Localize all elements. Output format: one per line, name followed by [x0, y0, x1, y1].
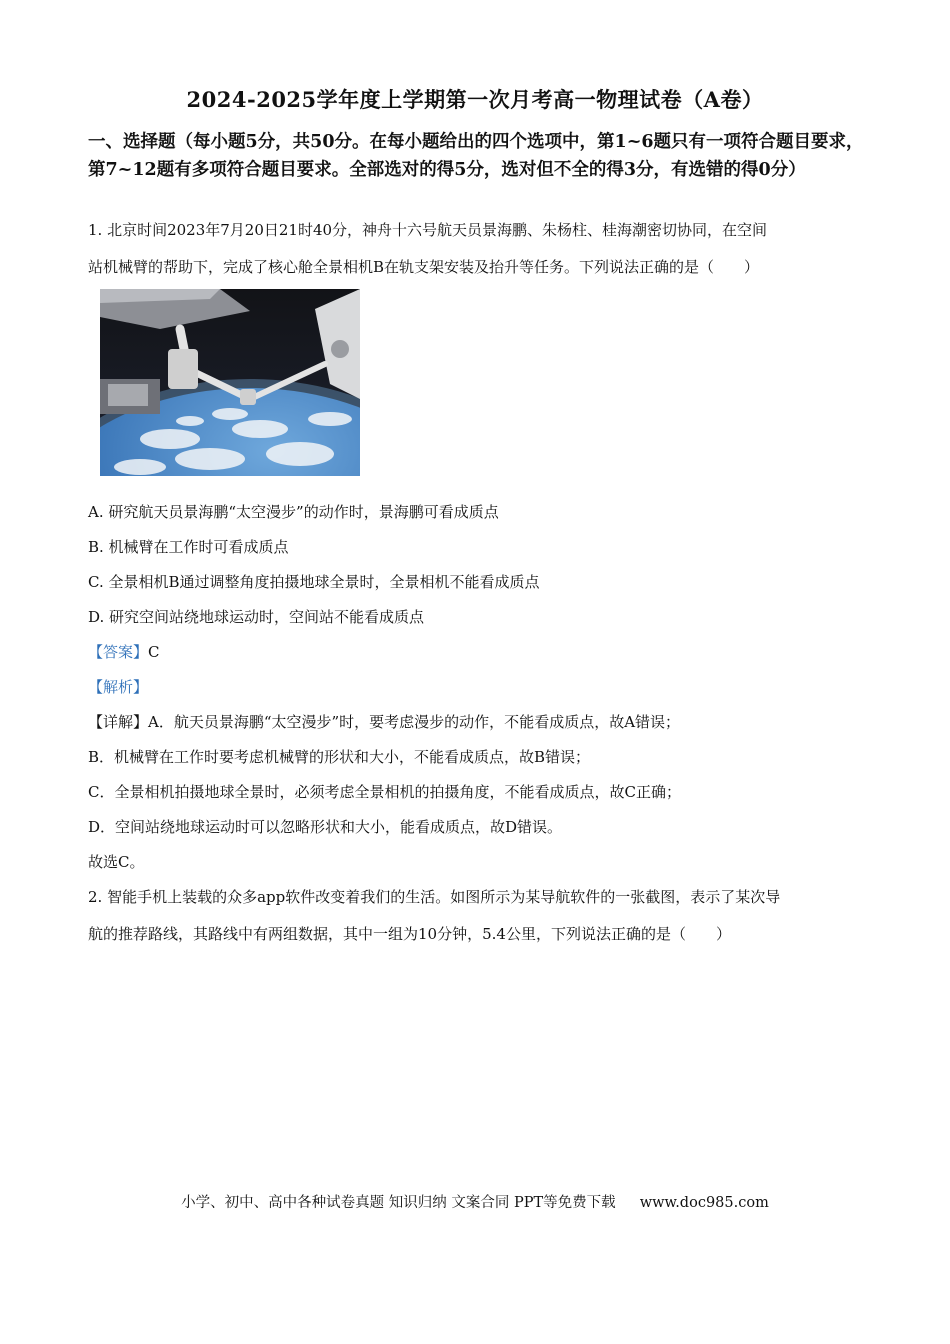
- space-station-robotic-arm-photo: [100, 289, 360, 476]
- page-footer: [0, 1191, 950, 1212]
- answer-value: C: [148, 643, 160, 661]
- footer-url-link[interactable]: www.doc985.com: [639, 1195, 769, 1211]
- analysis-tag: 【解析】: [88, 678, 149, 696]
- q1-detail-line-4: D．空间站绕地球运动时可以忽略形状和大小，能看成质点，故D错误。: [88, 818, 563, 836]
- q1-answer: [88, 641, 868, 663]
- q1-stem-line-2: 站机械臂的帮助下，完成了核心舱全景相机B在轨支架安装及抬升等任务。下列说法正确的是（ ）: [88, 258, 760, 276]
- q1-detail-line-3: C．全景相机拍摄地球全景时，必须考虑全景相机的拍摄角度，不能看成质点，故C正确；: [88, 783, 681, 801]
- q1-detail-line-2: B．机械臂在工作时要考虑机械臂的形状和大小，不能看成质点，故B错误；: [88, 748, 591, 766]
- q1-detail-line-1: [88, 711, 868, 733]
- q1-option-d: D. 研究空间站绕地球运动时，空间站不能看成质点: [88, 608, 425, 626]
- q1-analysis: [88, 676, 868, 698]
- q2-stem-line-2: 航的推荐路线，其路线中有两组数据，其中一组为10分钟，5.4公里，下列说法正确的是（ ）: [88, 925, 731, 943]
- q2-stem-line-1: 2. 智能手机上装载的众多app软件改变着我们的生活。如图所示为某导航软件的一张截图，表示了某次导: [88, 888, 781, 906]
- q1-stem-line-1: 1. 北京时间2023年7月20日21时40分，神舟十六号航天员景海鹏、朱杨柱、桂海潮密切协同，在空间: [88, 221, 768, 239]
- section-heading: 一、选择题（每小题5分，共50分。在每小题给出的四个选项中，第1~6题只有一项符合题目要求，第7~12题有多项符合题目要求。全部选对的得5分，选对但不全的得3分，有选错的得0分）: [88, 132, 864, 180]
- q1-option-c: C. 全景相机B通过调整角度拍摄地球全景时，全景相机不能看成质点: [88, 573, 540, 591]
- q1-option-b: B. 机械臂在工作时可看成质点: [88, 538, 289, 556]
- answer-tag: 【答案】: [88, 643, 149, 661]
- detail-tag: 【详解】: [88, 713, 149, 731]
- detail-text-a: A．航天员景海鹏“太空漫步”时，要考虑漫步的动作，不能看成质点，故A错误；: [148, 713, 681, 731]
- footer-text: 小学、初中、高中各种试卷真题 知识归纳 文案合同 PPT等免费下载: [181, 1195, 616, 1211]
- q1-option-a: A. 研究航天员景海鹏“太空漫步”的动作时，景海鹏可看成质点: [88, 503, 499, 521]
- q1-conclusion: 故选C。: [88, 853, 145, 871]
- page-title: 2024-2025学年度上学期第一次月考高一物理试卷（A卷）: [186, 87, 764, 112]
